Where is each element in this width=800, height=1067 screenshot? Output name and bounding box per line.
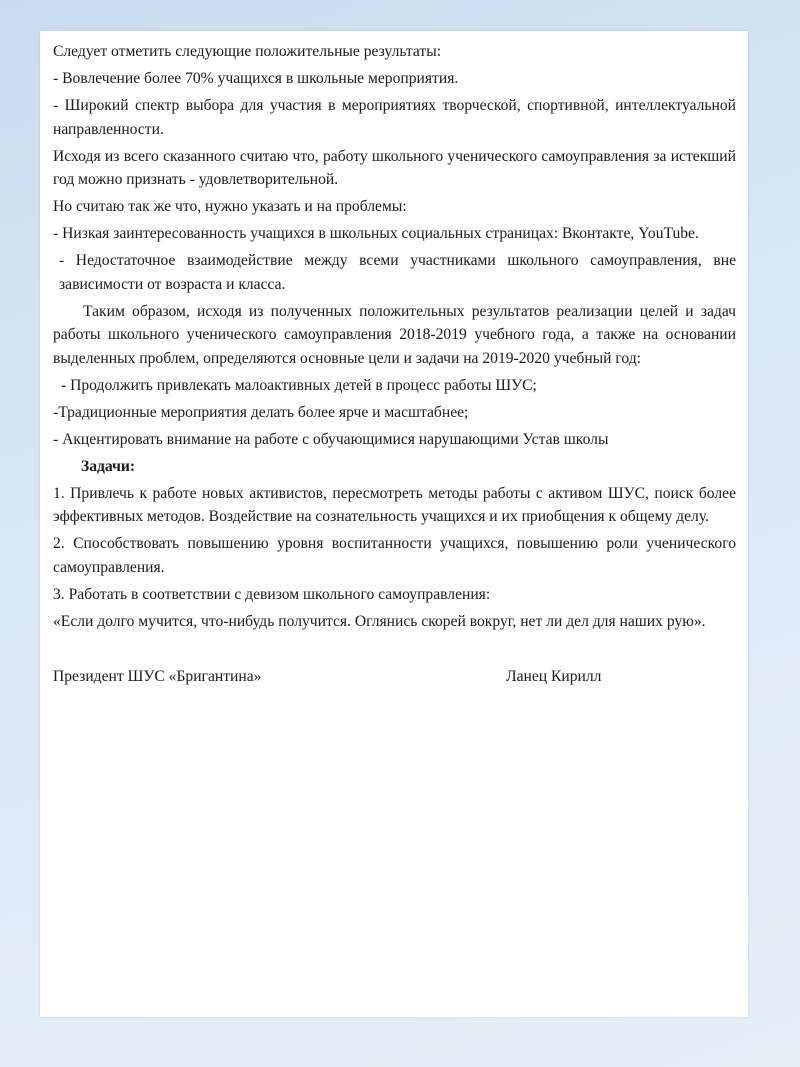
intro-text: Следует отметить следующие положительные результаты:	[53, 43, 442, 60]
motto-text: «Если долго мучится, что-нибудь получится. Оглянись скорей вокруг, нет ли дел для наших рую».	[53, 612, 706, 630]
goal-item-3: - Акцентировать внимание на работе с обучающимися нарушающими Устав школы	[53, 430, 609, 448]
spacer	[53, 637, 736, 661]
goal-item-1-dash: -	[61, 376, 67, 394]
signature-role: Президент ШУС «Бригантина»	[53, 667, 262, 685]
goal-item-2: -Традиционные мероприятия делать более ярче и масштабнее;	[53, 403, 469, 421]
task-item-3: 3. Работать в соответствии с девизом школьного самоуправления:	[53, 585, 491, 603]
result-item-1: - Вовлечение более 70% учащихся в школьные мероприятия.	[53, 70, 459, 87]
problem-item-2: - Недостаточное взаимодействие между всеми участниками школьного самоуправления, вне зависимости от возраста и класса.	[59, 252, 736, 293]
goal-item-1	[53, 374, 736, 398]
conclusion-text: Исходя из всего сказанного считаю что, работу школьного ученического самоуправления за истекший год можно признать - удовлетворительной.	[53, 147, 736, 188]
goals-intro: Таким образом, исходя из полученных положительных результатов реализации целей и задач работы школьного ученического самоуправления 2018-2019 учебного года, а также на основании выделенных проблем, определяются основные цели и задачи на 2019-2020 учебный год:	[53, 302, 736, 367]
task-item-1: 1. Привлечь к работе новых активистов, пересмотреть методы работы с активом ШУС, поиск более эффективных методов. Воздействие на сознательность учащихся и их приобщения к общему делу.	[53, 484, 736, 525]
result-item-2: - Широкий спектр выбора для участия в мероприятиях творческой, спортивной, интеллектуальной направленности.	[53, 97, 736, 138]
problem-item-1: - Низкая заинтересованность учащихся в школьных социальных страницах: Вконтакте, YouTube.	[53, 225, 699, 242]
signature-name: Ланец Кирилл	[506, 667, 602, 685]
document-page	[40, 31, 748, 1017]
signature-line	[53, 665, 736, 689]
tasks-heading: Задачи:	[81, 457, 136, 475]
goal-item-1-text: Продолжить привлекать малоактивных детей в процесс работы ШУС;	[66, 376, 537, 394]
task-item-2: 2. Способствовать повышению уровня воспитанности учащихся, повышению роли ученического самоуправления.	[53, 535, 736, 576]
problems-intro: Но считаю так же что, нужно указать и на проблемы:	[53, 198, 407, 215]
